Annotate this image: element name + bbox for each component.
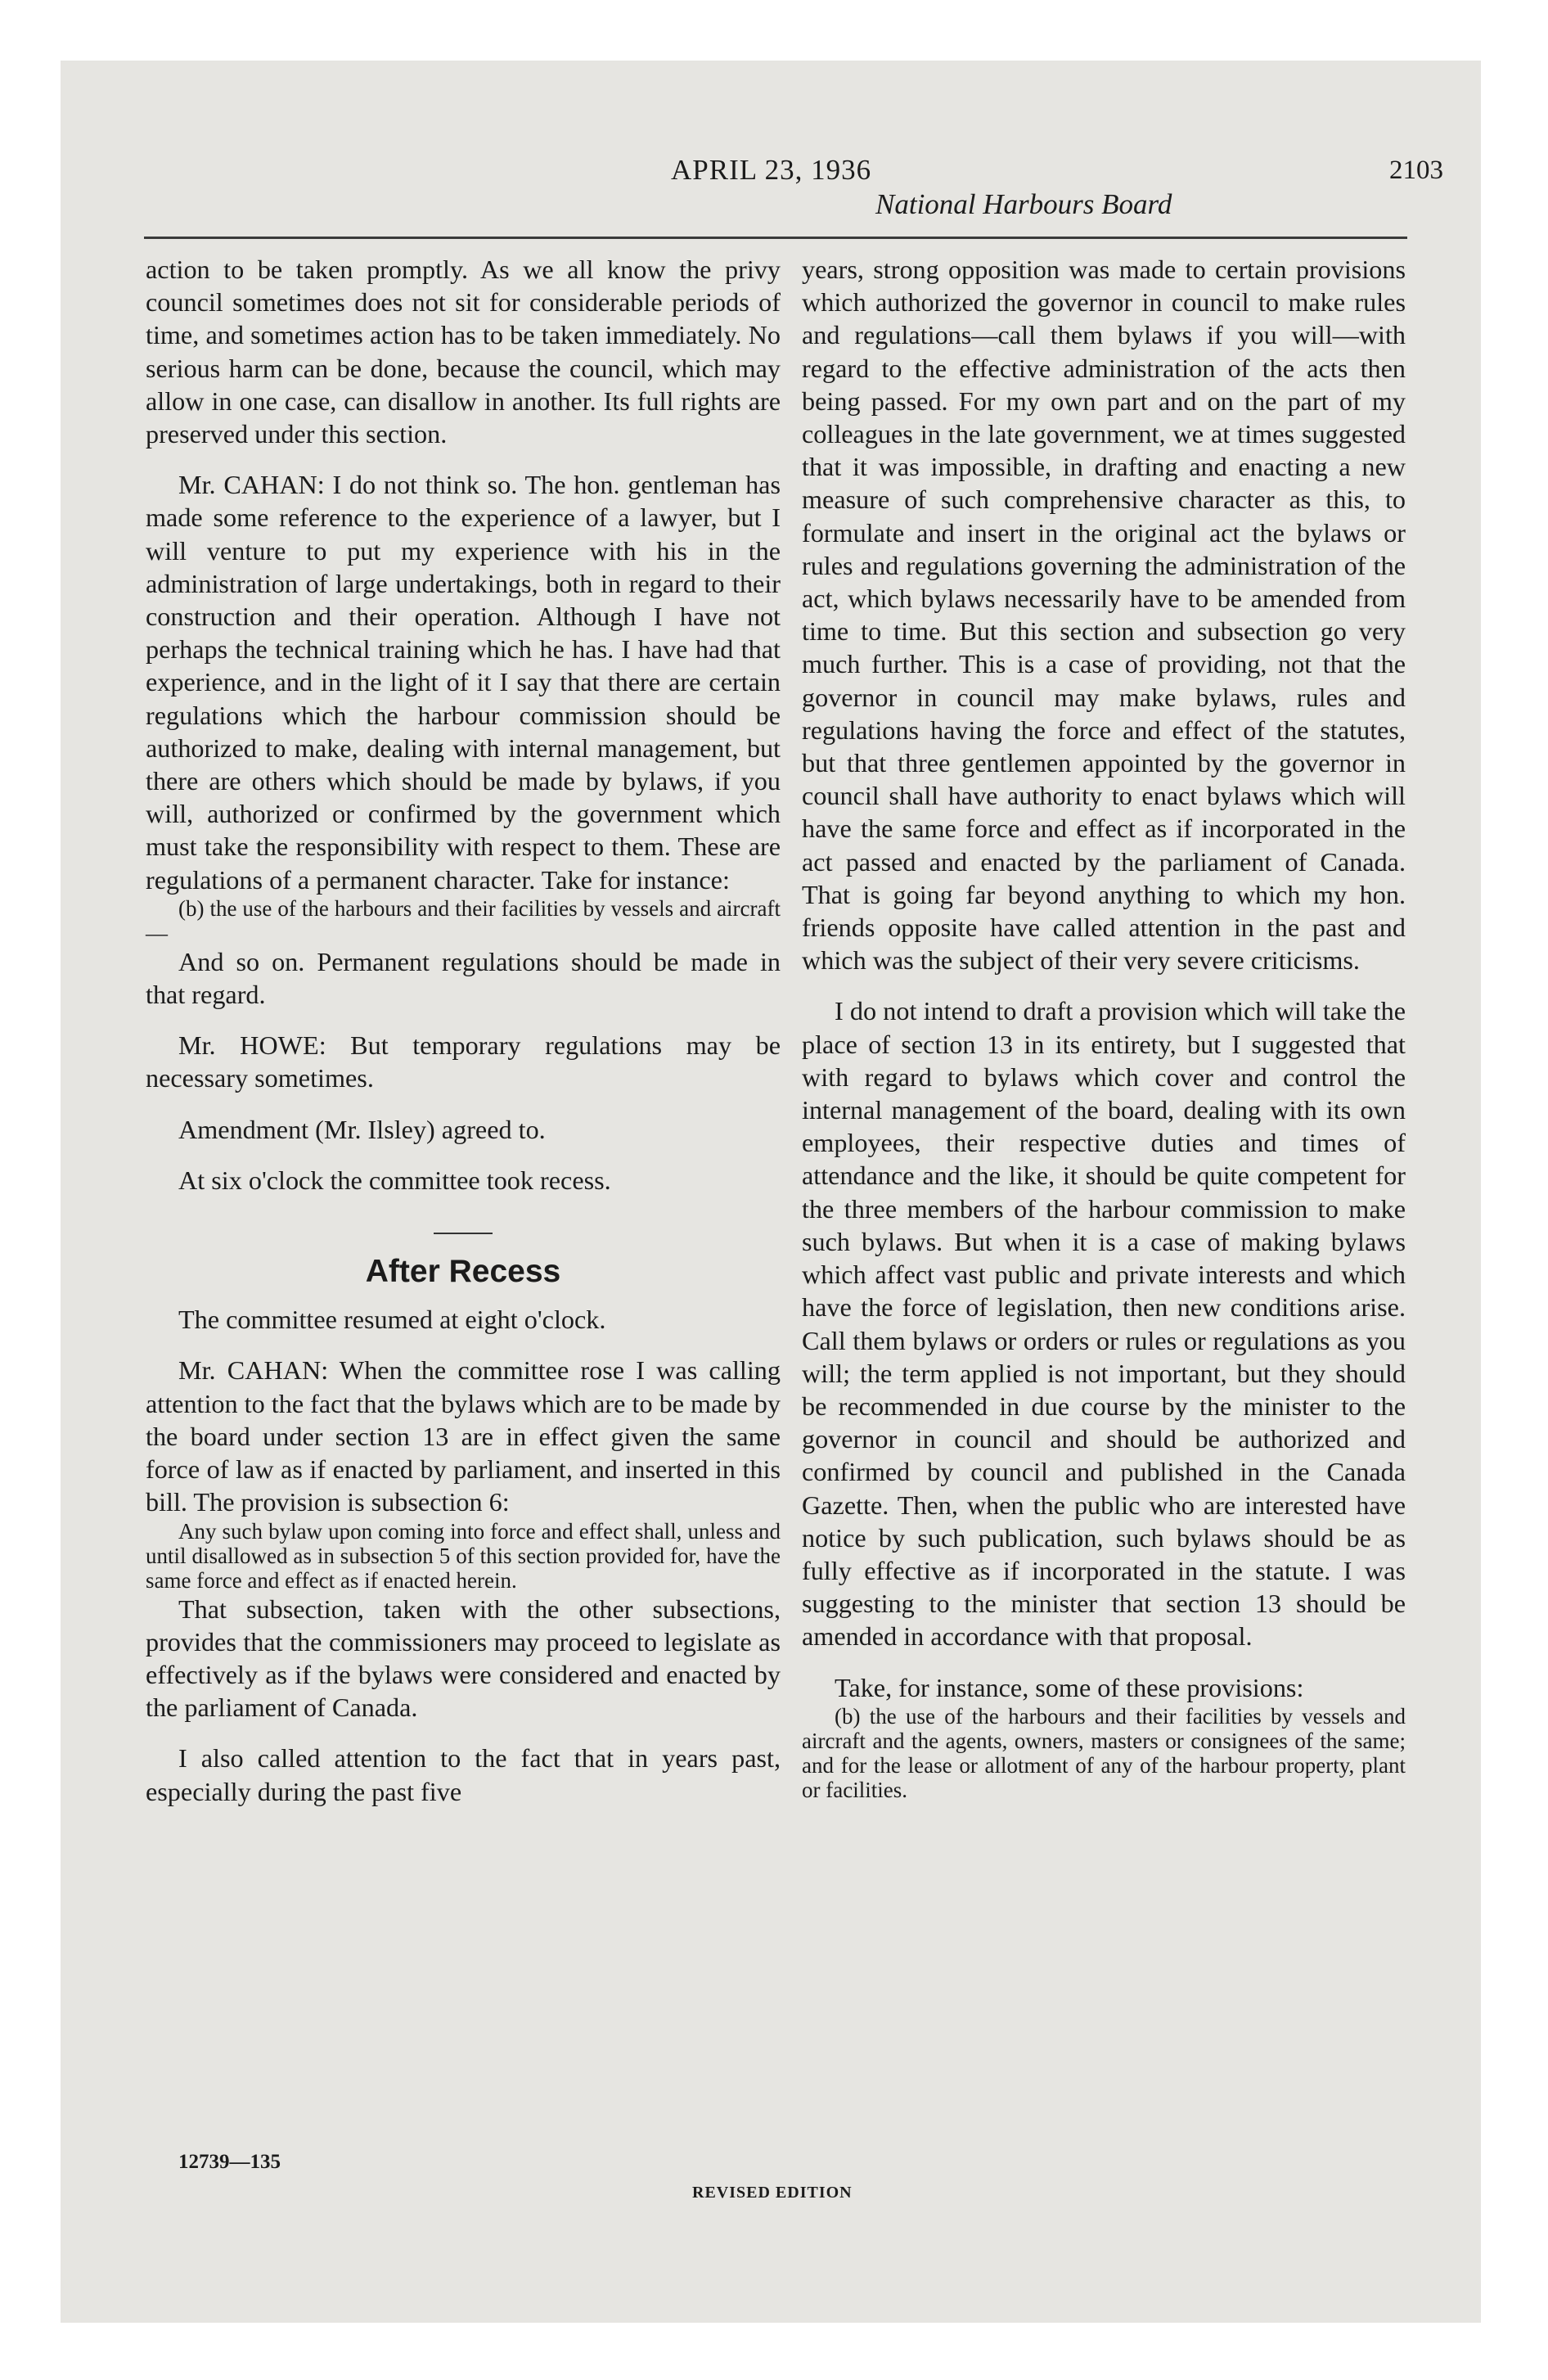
right-paragraph-1: years, strong opposition was made to certain provisions which authorized the governor in council to make rules and regulations—call them bylaws if you will—with regard to the effective administration of the acts then being passed. For my own part and on the part of my colleagues in the late government, we at times suggested that it was impossible, in drafting and enacting a new measure of such comprehensive character as this, to formulate and insert in the original act the bylaws or rules and regulations governing the administration of the act, which bylaws necessarily have to be amended from time to time. But this section and subsection go very much further. This is a case of providing, not that the governor in council may make bylaws, rules and regulations having the force and effect of the statutes, but that three gentlemen appointed by the governor in council shall have authority to enact bylaws which will have the same force and effect as if incorporated in the act passed and enacted by the parliament of Canada. That is going far beyond anything to which my hon. friends opposite have called attention in the past and which was the subject of their very severe criticisms.: [802, 255, 1406, 976]
left-paragraph-9: That subsection, taken with the other subsections, provides that the commissioners may proceed to legislate as effectively as if the bylaws were considered and enacted by the parliament of Canada.: [146, 1593, 781, 1723]
left-paragraph-2: Mr. CAHAN: I do not think so. The hon. gentleman has made some reference to the experience of a lawyer, but I will venture to put my experience with his in the administration of large undertakings, both in regard to their construction and their operation. Although I have not perhaps the technical training which he has. I have had that experience, and in the light of it I say that there are certain regulations which the harbour commission should be authorized to make, dealing with internal management, but there are others which should be made by bylaws, if you will, authorized or confirmed by the government which must take the responsibility with respect to them. These are regulations of a permanent character. Take for instance:: [146, 470, 781, 895]
left-paragraph-4: Mr. HOWE: But temporary regulations may be necessary sometimes.: [146, 1030, 781, 1093]
section-divider: [434, 1233, 493, 1234]
page-date: APRIL 23, 1936: [671, 154, 872, 186]
right-quote-1: (b) the use of the harbours and their facilities by vessels and aircraft and the agents, owners, masters or consignees of the same; and for the lease or allotment of any of the harbour property, plant or facilities.: [802, 1703, 1406, 1802]
edition-label: REVISED EDITION: [692, 2184, 853, 2202]
left-column: [146, 253, 781, 1808]
left-quote-2: Any such bylaw upon coming into force and effect shall, unless and until disallowed as in subsection 5 of this section provided for, have the same force and effect as if enacted herein.: [146, 1518, 781, 1593]
left-paragraph-3: And so on. Permanent regulations should be made in that regard.: [146, 946, 781, 1010]
right-paragraph-3: Take, for instance, some of these provisions:: [835, 1672, 1304, 1702]
left-paragraph-1: action to be taken promptly. As we all know the privy council sometimes does not sit for considerable periods of time, and sometimes action has to be taken immediately. No serious harm can be done, because the council, which may allow in one case, can disallow in another. Its full rights are preserved under this section.: [146, 255, 781, 449]
section-heading: After Recess: [365, 1254, 561, 1290]
left-quote-1: (b) the use of the harbours and their facilities by vessels and aircraft—: [146, 895, 781, 945]
right-paragraph-2: I do not intend to draft a provision which will take the place of section 13 in its entirety, but I suggested that with regard to bylaws which cover and control the internal management of the board, dealing with its own employees, their respective duties and times of attendance and the like, it should be quite competent for the three members of the harbour commission to make such bylaws. But when it is a case of making bylaws which affect vast public and private interests and which have the force of legislation, then new conditions arise. Call them bylaws or orders or rules or regulations as you will; the term applied is not important, but they should be recommended in due course by the minister to the governor in council and should be authorized and confirmed by council and published in the Canada Gazette. Then, when the public who are interested have notice by such publication, such bylaws should be as fully effective as if incorporated in the statute. I was suggesting to the minister that section 13 should be amended in accordance with that proposal.: [802, 996, 1406, 1652]
left-paragraph-5: Amendment (Mr. Ilsley) agreed to.: [178, 1114, 546, 1144]
page-subtitle: National Harbours Board: [875, 188, 1172, 220]
page-number: 2103: [1389, 156, 1443, 185]
left-paragraph-7: The committee resumed at eight o'clock.: [178, 1305, 606, 1335]
header-rule: [144, 237, 1407, 239]
right-column: [802, 253, 1406, 1802]
left-paragraph-8: Mr. CAHAN: When the committee rose I was calling attention to the fact that the bylaws which are to be made by the board under section 13 are in effect given the same force of law as if enacted by parliament, and inserted in this bill. The provision is subsection 6:: [146, 1355, 781, 1517]
left-paragraph-10: I also called attention to the fact that in years past, especially during the past five: [146, 1743, 781, 1806]
left-paragraph-6: At six o'clock the committee took recess.: [178, 1165, 611, 1195]
print-code: 12739—135: [178, 2151, 281, 2173]
